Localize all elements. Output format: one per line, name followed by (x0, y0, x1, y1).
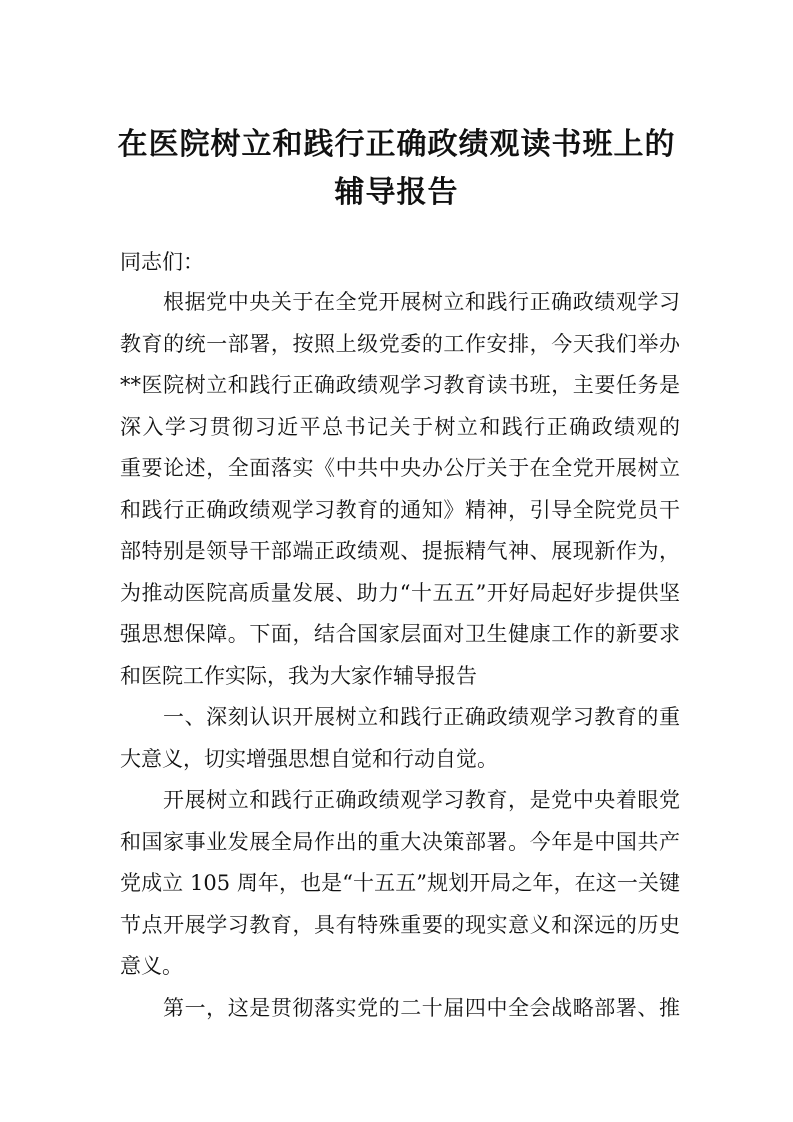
paragraph-line: 重要论述，全面落实《中共中央办公厅关于在全党开展树立 (120, 456, 680, 480)
salutation: 同志们： (120, 250, 204, 274)
paragraph-line: 教育的统一部署，按照上级党委的工作安排，今天我们举办 (120, 331, 680, 356)
paragraph-line: 节点开展学习教育，具有特殊重要的现实意义和深远的历史 (120, 912, 680, 937)
paragraph-line: 意义。 (120, 954, 183, 978)
paragraph-line: 开展树立和践行正确政绩观学习教育，是党中央着眼党 (163, 788, 680, 812)
paragraph-line: 为推动医院高质量发展、助力“十五五”开好局起好步提供坚 (120, 580, 680, 605)
paragraph-line: **医院树立和践行正确政绩观学习教育读书班，主要任务是 (120, 373, 680, 397)
paragraph-line: 根据党中央关于在全党开展树立和践行正确政绩观学习 (163, 290, 680, 314)
paragraph-line: 党成立 105 周年，也是“十五五”规划开局之年，在这一关键 (120, 871, 680, 895)
paragraph-line: 和医院工作实际，我为大家作辅导报告 (120, 663, 477, 688)
paragraph-line: 和国家事业发展全局作出的重大决策部署。今年是中国共产 (120, 829, 680, 854)
paragraph-line: 一、深刻认识开展树立和践行正确政绩观学习教育的重 (163, 705, 680, 729)
paragraph-line: 深入学习贯彻习近平总书记关于树立和践行正确政绩观的 (120, 414, 680, 439)
document-title-line-2: 辅导报告 (334, 175, 459, 210)
paragraph-line: 强思想保障。下面，结合国家层面对卫生健康工作的新要求 (120, 622, 680, 646)
paragraph-line: 和践行正确政绩观学习教育的通知》精神，引导全院党员干 (120, 497, 680, 522)
document-title-line-1: 在医院树立和践行正确政绩观读书班上的 (117, 127, 676, 162)
paragraph-line: 第一，这是贯彻落实党的二十届四中全会战略部署、推 (163, 995, 680, 1020)
paragraph-line: 部特别是领导干部端正政绩观、提振精气神、展现新作为， (120, 539, 680, 563)
paragraph-line: 大意义，切实增强思想自觉和行动自觉。 (120, 746, 498, 771)
